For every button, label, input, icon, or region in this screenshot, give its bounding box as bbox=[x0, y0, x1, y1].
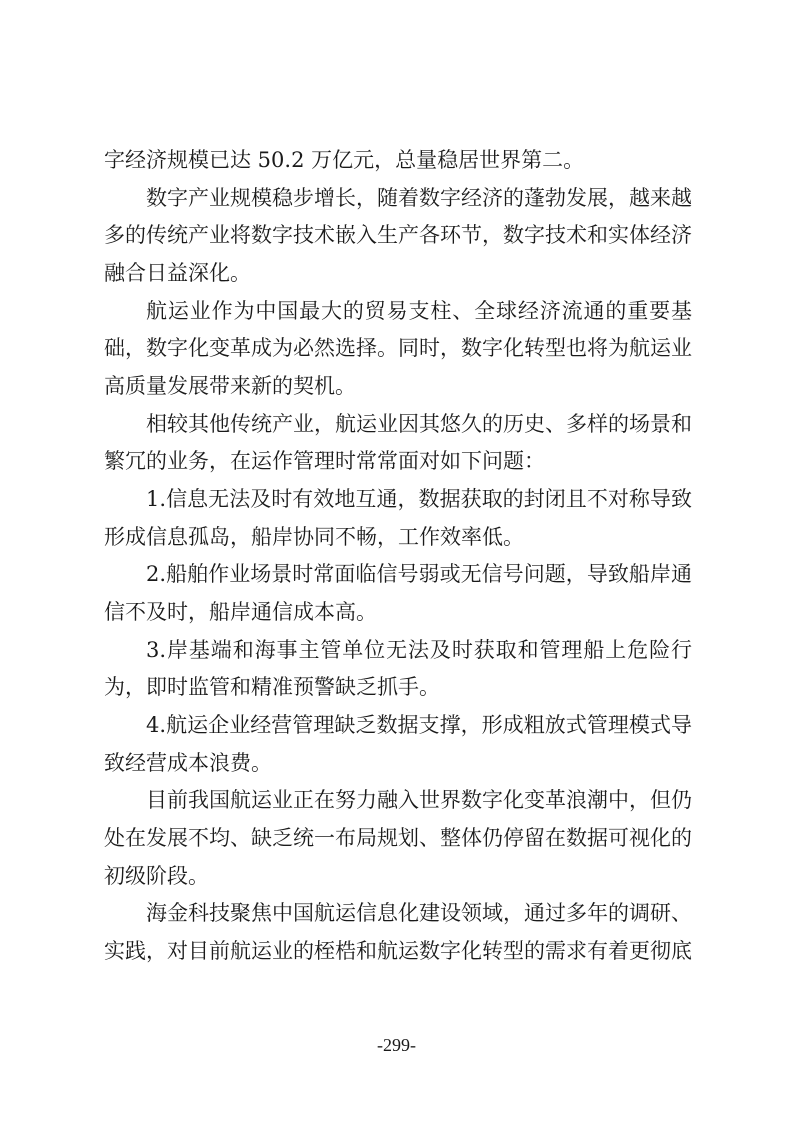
text-line: 信不及时，船岸通信成本高。 bbox=[104, 600, 377, 624]
text-line: 3.岸基端和海事主管单位无法及时获取和管理船上危险行 bbox=[146, 638, 692, 662]
text-line: 4.航运企业经营管理缺乏数据支撑，形成粗放式管理模式导 bbox=[146, 713, 692, 737]
page-number: -299- bbox=[377, 1035, 416, 1055]
text-line: 字经济规模已达 50.2 万亿元，总量稳居世界第二。 bbox=[104, 148, 585, 172]
text-line: 繁冗的业务，在运作管理时常常面对如下问题： bbox=[104, 449, 545, 473]
text-line: 1.信息无法及时有效地互通，数据获取的封闭且不对称导致 bbox=[146, 487, 692, 511]
text-line: 础，数字化变革成为必然选择。同时，数字化转型也将为航运业 bbox=[104, 336, 692, 360]
text-line: 航运业作为中国最大的贸易支柱、全球经济流通的重要基 bbox=[146, 299, 692, 323]
text-line: 2.船舶作业场景时常面临信号弱或无信号问题，导致船岸通 bbox=[146, 562, 692, 586]
text-line: 多的传统产业将数字技术嵌入生产各环节，数字技术和实体经济 bbox=[104, 223, 692, 247]
text-line: 为，即时监管和精准预警缺乏抓手。 bbox=[104, 675, 440, 699]
text-line: 实践，对目前航运业的桎梏和航运数字化转型的需求有着更彻底 bbox=[104, 939, 692, 963]
text-line: 初级阶段。 bbox=[104, 864, 209, 888]
text-line: 相较其他传统产业，航运业因其悠久的历史、多样的场景和 bbox=[146, 412, 692, 436]
text-line: 处在发展不均、缺乏统一布局规划、整体仍停留在数据可视化的 bbox=[104, 826, 692, 850]
text-line: 高质量发展带来新的契机。 bbox=[104, 374, 356, 398]
text-line: 海金科技聚焦中国航运信息化建设领域，通过多年的调研、 bbox=[146, 901, 692, 925]
text-line: 致经营成本浪费。 bbox=[104, 751, 272, 775]
text-line: 目前我国航运业正在努力融入世界数字化变革浪潮中，但仍 bbox=[146, 788, 692, 812]
text-line: 融合日益深化。 bbox=[104, 261, 251, 285]
text-line: 形成信息孤岛，船岸协同不畅，工作效率低。 bbox=[104, 525, 524, 549]
text-line: 数字产业规模稳步增长，随着数字经济的蓬勃发展，越来越 bbox=[146, 186, 692, 210]
